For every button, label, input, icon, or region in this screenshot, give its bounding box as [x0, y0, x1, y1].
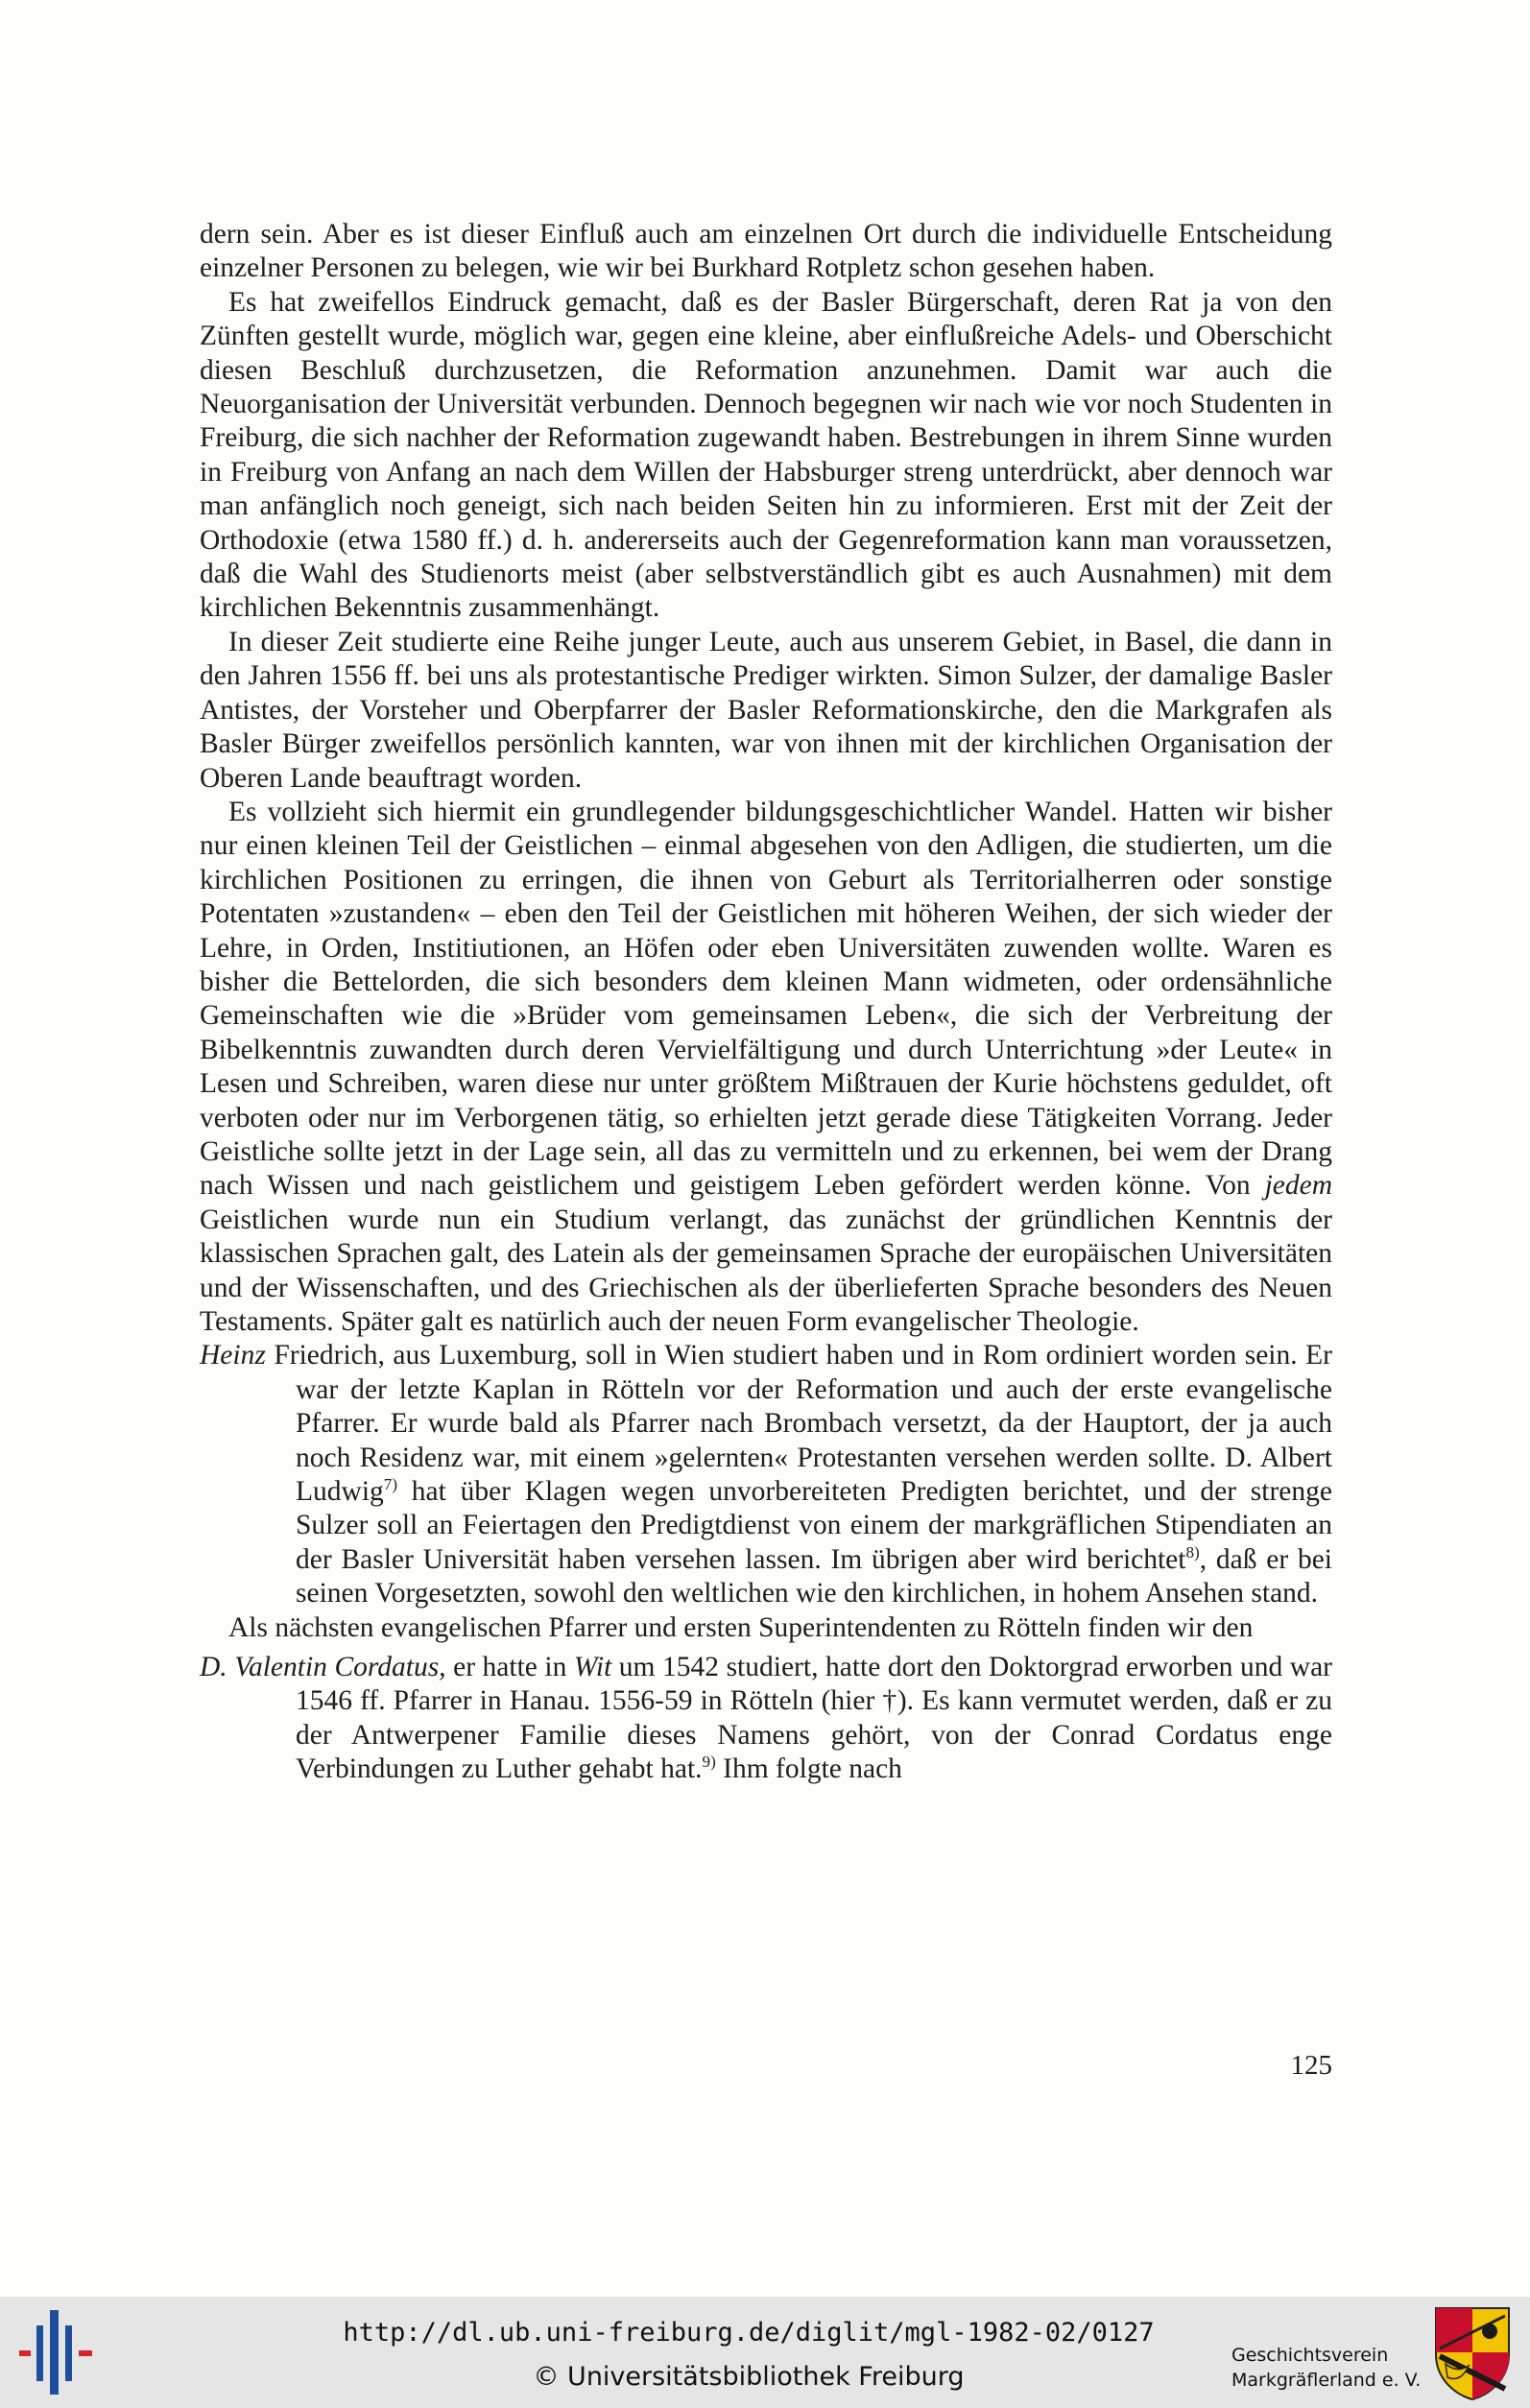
entry-name: D. Valentin Cordatus,: [200, 1652, 446, 1683]
text-run: Friedrich, aus Luxemburg, soll in Wien studiert haben und in Rom ordiniert worden sein. Er war der letzte Kaplan in Rötteln vor der Reformation und auch der erste evangelische Pfarrer. Er wurde bald als Pfarrer nach Brombach versetzt, da der Hauptort, der ja auch noch Residenz war, mit einem »gelernten« Protestanten versehen werden sollte. D. Albert Ludwig: [265, 1340, 1332, 1508]
paragraph: dern sein. Aber es ist dieser Einfluß auch am einzelnen Ort durch die individuelle Entscheidung einzelner Personen zu belegen, wie wir bei Burkhard Rotpletz schon gesehen haben.: [200, 219, 1332, 284]
coat-of-arms-icon: [1434, 2306, 1511, 2400]
association-line: Geschichtsverein: [1231, 2345, 1389, 2366]
footnote-ref[interactable]: 9): [702, 1752, 716, 1772]
footer-copyright: © Universitätsbibliothek Freiburg: [533, 2362, 965, 2392]
ub-logo-icon: [19, 2308, 98, 2396]
text-run: , daß er bei seinen Vorgesetzten, sowohl den weltlichen wie den kirchlichen, in hohem Ansehen stand.: [296, 1543, 1332, 1609]
text-run: Es vollzieht sich hiermit ein grundlegender bildungsgeschichtlicher Wandel. Hatten wir bisher nur einen kleinen Teil der Geistlichen – einmal abgesehen von den Adligen, die studierten, um die kirchlichen Positionen zu erringen, die ihnen von Geburt als Territorialherren oder sonstige Potentaten »zustanden« – eben den Teil der Geistlichen mit höheren Weihen, der sich wieder der Lehre, in Orden, Institiutionen, an Höfen oder eben Universitäten zuwenden wollte. Waren es bisher die Bettelorden, die sich besonders dem kleinen Mann widmeten, oder ordensähnliche Gemeinschaften wie die »Brüder vom gemeinsamen Leben«, die sich der Verbreitung der Bibelkenntnis zuwandten durch deren Vervielfältigung und durch Unterrichtung »der Leute« in Lesen und Schreiben, waren diese nur unter größtem Mißtrauen der Kurie höchstens geduldet, oft verboten oder nur im Verborgenen tätig, so erhielten jetzt gerade diese Tätigkeiten Vorrang. Jeder Geistliche sollte jetzt in der Lage sein, all das zu vermitteln und zu erkennen, bei wem der Drang nach Wissen und nach geistlichem und geistigem Leben gefördert werden könne. Von: [200, 796, 1332, 1202]
page-number: 125: [1290, 2050, 1332, 2081]
paragraph: In dieser Zeit studierte eine Reihe junger Leute, auch aus unserem Gebiet, in Basel, die dann in den Jahren 1556 ff. bei uns als protestantische Prediger wirkten. Simon Sulzer, der damalige Basler Antistes, der Vorsteher und Oberpfarrer der Basler Reformationskirche, den die Markgrafen als Basler Bürger zweifellos persönlich kannten, war von ihnen mit der kirchlichen Organisation der Oberen Lande beauftragt worden.: [200, 626, 1332, 794]
association-name: [1231, 2343, 1443, 2393]
association-line: Markgräflerland e. V.: [1231, 2370, 1422, 2391]
footnote-ref[interactable]: 8): [1185, 1543, 1200, 1562]
paragraph: Als nächsten evangelischen Pfarrer und ersten Superintendenten zu Rötteln finden wir den: [228, 1611, 1254, 1643]
text-run: Geistlichen wurde nun ein Studium verlangt, das zunächst der gründlichen Kenntnis der klassischen Sprachen galt, des Latein als der gemeinsamen Sprache der europäischen Universitäten und der Wissenschaften, und des Griechischen als der überlieferten Sprache besonders des Neuen Testaments. Später galt es natürlich auch der neuen Form evangelischer Theologie.: [200, 1204, 1332, 1337]
paragraph: Es hat zweifellos Eindruck gemacht, daß es der Basler Bürgerschaft, deren Rat ja von den Zünften gestellt wurde, möglich war, gegen eine kleine, aber einflußreiche Adels- und Oberschicht diesen Beschluß durchzusetzen, die Reformation anzunehmen. Damit war auch die Neuorganisation der Universität verbunden. Dennoch begegnen wir nach wie vor noch Studenten in Freiburg, die sich nachher der Reformation zugewandt haben. Bestrebungen in ihrem Sinne wurden in Freiburg von Anfang an nach dem Willen der Habsburger streng unterdrückt, aber dennoch war man anfänglich noch geneigt, sich nach beiden Seiten hin zu informieren. Erst mit der Zeit der Orthodoxie (etwa 1580 ff.) d. h. andererseits auch der Gegenreformation kann man voraussetzen, daß die Wahl des Studienorts meist (aber selbstverständlich gibt es auch Ausnahmen) mit dem kirchlichen Bekenntnis zusammenhängt.: [200, 286, 1332, 624]
entry-cordatus: [200, 1651, 1332, 1787]
footnote-ref[interactable]: 7): [383, 1475, 398, 1494]
emphasis: jedem: [1264, 1170, 1333, 1202]
footer-url-link[interactable]: http://dl.ub.uni-freiburg.de/diglit/mgl-1982-02/0127: [343, 2318, 1155, 2348]
emphasis: Wit: [573, 1652, 612, 1683]
text-run: er hatte in: [445, 1652, 574, 1683]
text-run: um 1542 studiert, hatte dort den Doktorgrad erworben und war 1546 ff. Pfarrer in Hanau. 1556-59 in Rötteln (hier †). Es kann vermutet werden, daß er zu der Antwerpener Familie dieses Namens gehört, von der Conrad Cordatus enge Verbindungen zu Luther gehabt hat.: [296, 1652, 1332, 1785]
entry-heinz: [200, 1339, 1332, 1610]
text-run: hat über Klagen wegen unvorbereiteten Predigten berichtet, und der strenge Sulzer soll an Feiertagen den Predigtdienst von einem der markgräflichen Stipendiaten an der Basler Universität haben versehen lassen. Im übrigen aber wird berichtet: [296, 1476, 1332, 1575]
paragraph: [200, 796, 1332, 1340]
footer-bar: [0, 2297, 1530, 2408]
body-text: [200, 218, 1332, 1787]
entry-name: Heinz: [200, 1340, 266, 1371]
text-run: Ihm folgte nach: [715, 1753, 902, 1785]
